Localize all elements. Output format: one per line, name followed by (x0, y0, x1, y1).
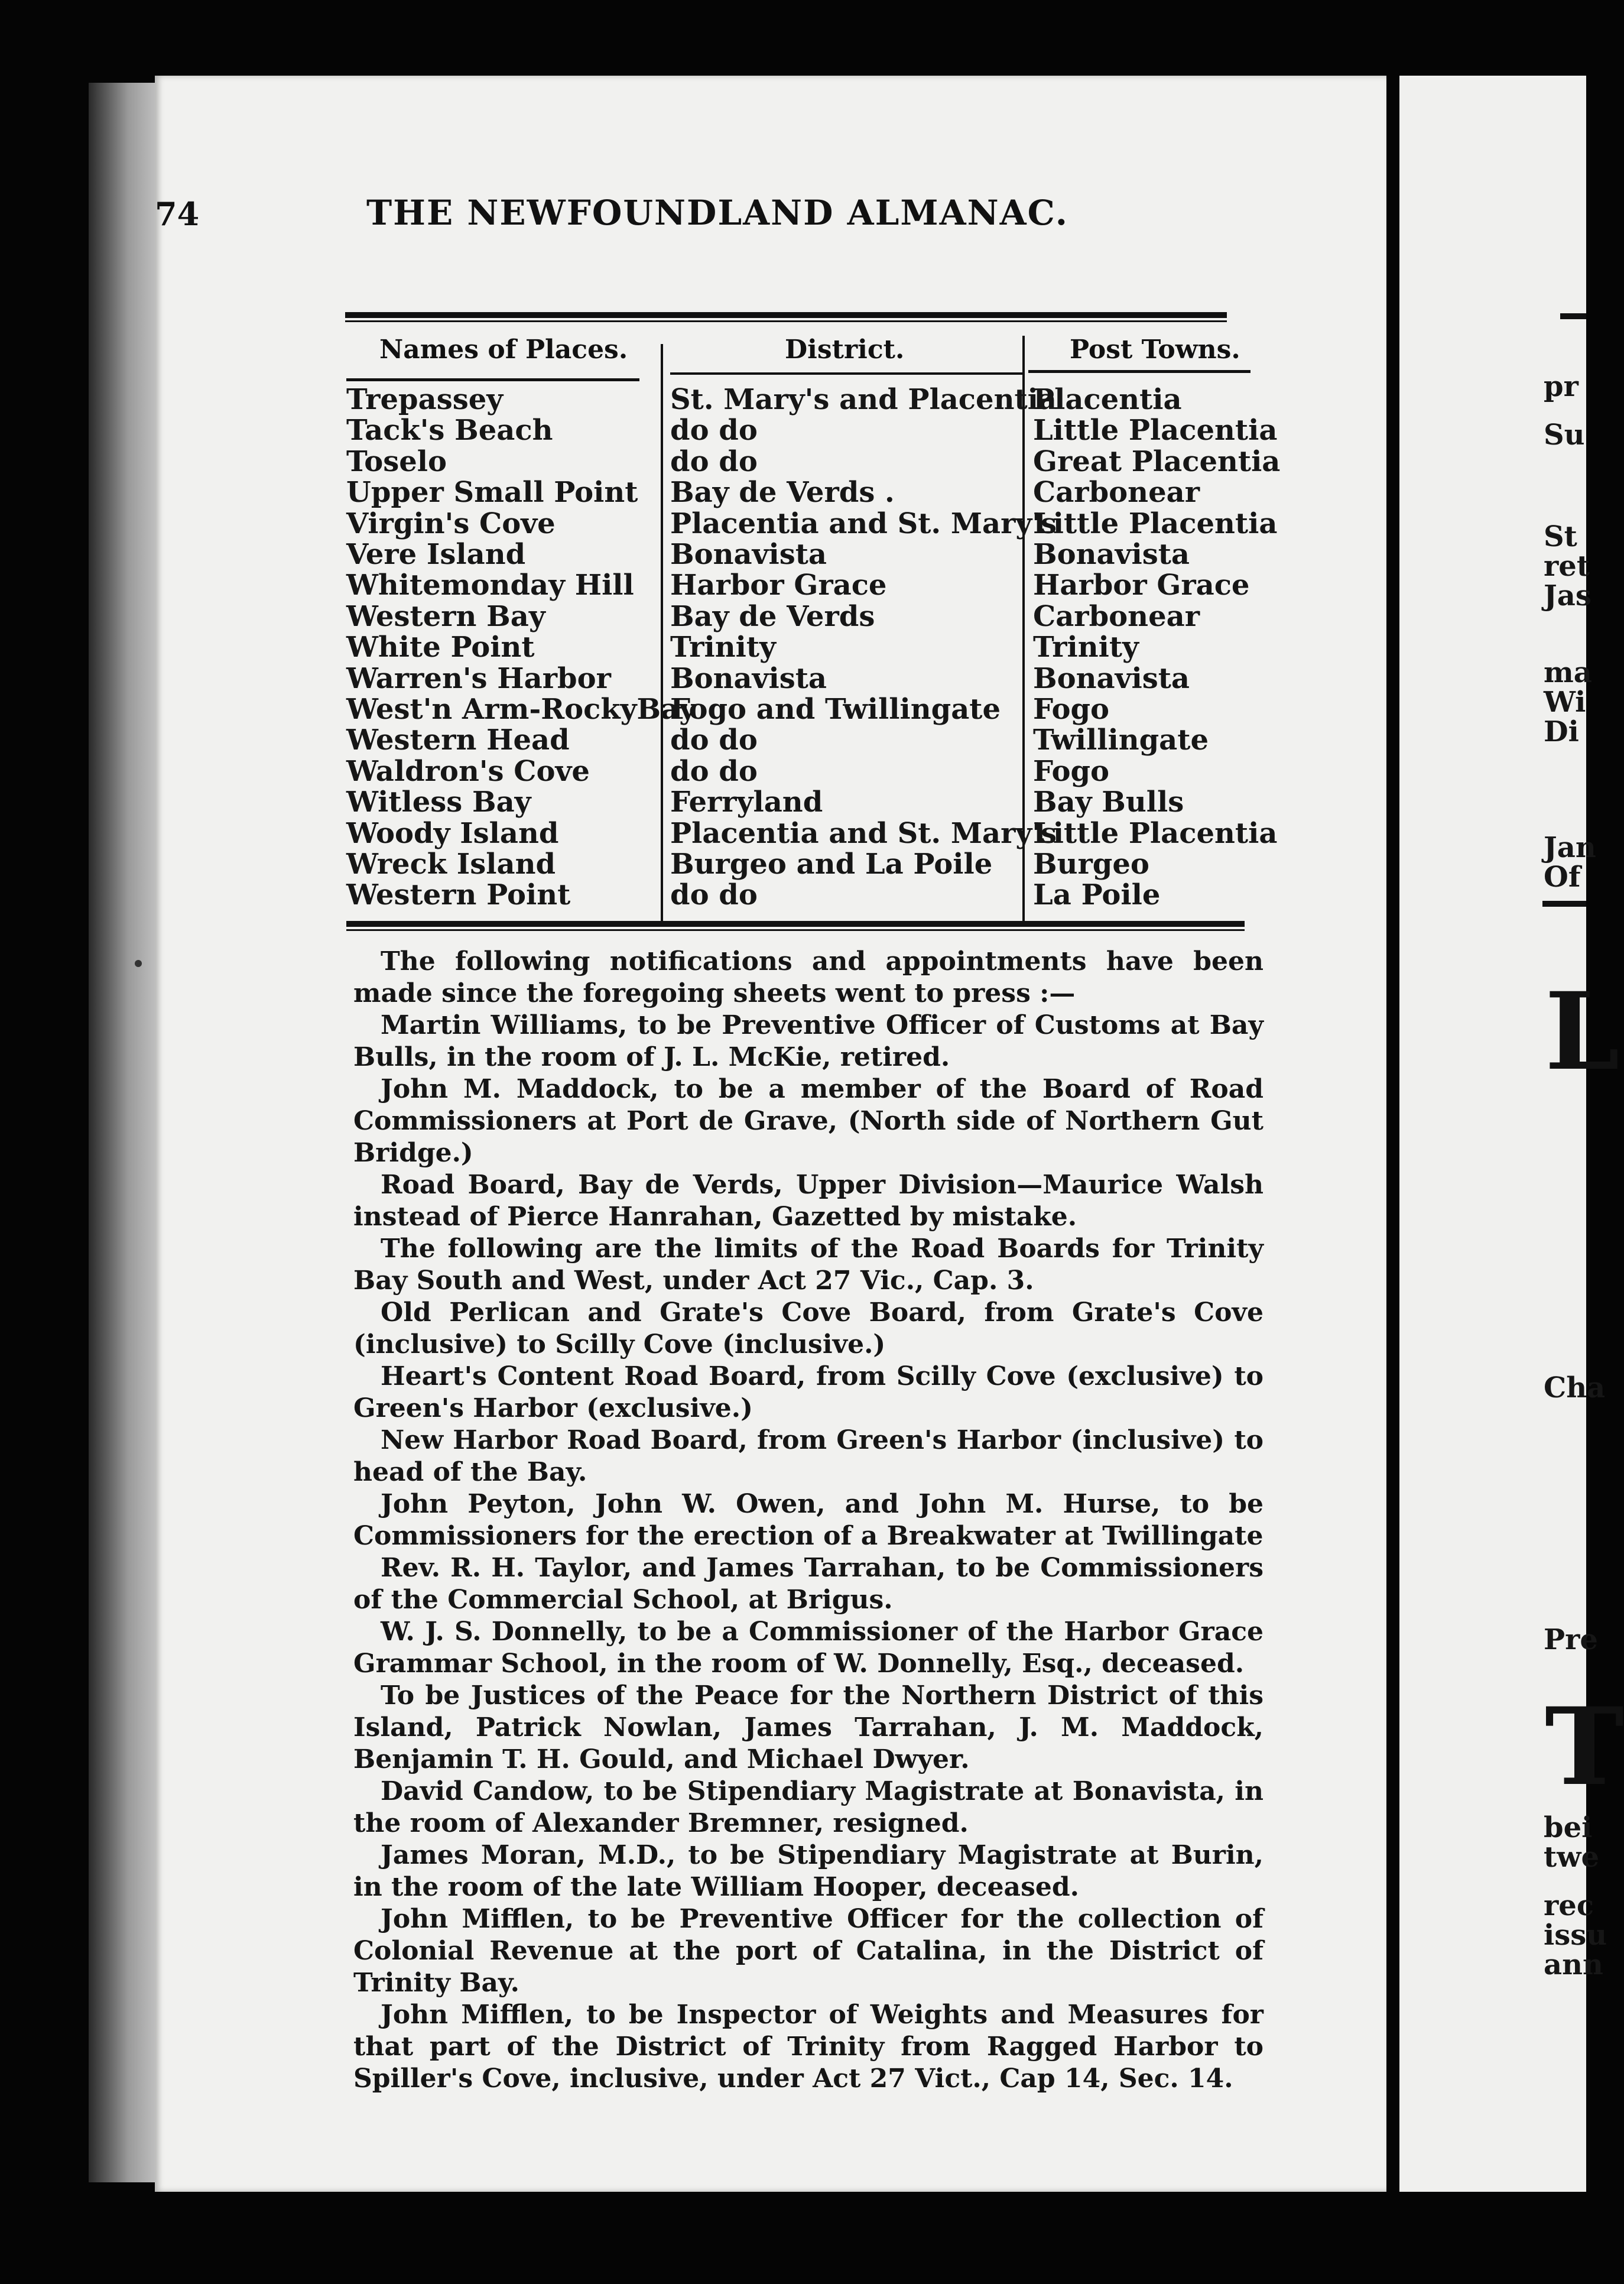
notice-paragraph: Heart's Content Road Board, from Scilly Cove (exclusive) to Green's Harbor (exclusive.) (353, 1361, 1264, 1423)
table-cell-place-name: Wreck Island (346, 848, 556, 881)
notice-paragraph: John Mifflen, to be Inspector of Weights and Measures for that part of the District of Trinity from Ragged Harbor to Spiller's Cove, inclusive, under Act 27 Vict., Cap 14, Sec. 14. (353, 2000, 1264, 2094)
table-cell-post-town: Burgeo (1033, 848, 1149, 881)
right-page-fragment: bei (1544, 1811, 1593, 1844)
right-page-fragment: issu (1544, 1919, 1607, 1952)
notice-paragraph: The following are the limits of the Road Boards for Trinity Bay South and West, under Act 27 Vic., Cap. 3. (353, 1234, 1264, 1296)
right-page-fragment: Su (1544, 418, 1585, 452)
notice-paragraph: New Harbor Road Board, from Green's Harbor (inclusive) to head of the Bay. (353, 1425, 1264, 1487)
table-bottom-rule (346, 921, 1245, 927)
table-bottom-rule-thin (346, 929, 1245, 931)
big-initial-L: L (1545, 969, 1620, 1094)
col-head-underline (1028, 370, 1251, 373)
table-cell-place-name: Tack's Beach (346, 414, 553, 447)
right-page-fragment: Wi (1544, 686, 1586, 719)
table-cell-post-town: Bay Bulls (1033, 786, 1184, 819)
column-divider (661, 344, 663, 926)
table-cell-district: do do (670, 724, 758, 757)
right-page-fragment: ma (1544, 656, 1592, 689)
notice-paragraph: Martin Williams, to be Preventive Officer of Customs at Bay Bulls, in the room of J. L. McKie, retired. (353, 1010, 1264, 1072)
table-cell-post-town: Little Placentia (1033, 507, 1278, 540)
table-cell-post-town: Carbonear (1033, 476, 1200, 510)
table-cell-post-town: Carbonear (1033, 599, 1200, 633)
table-cell-post-town: Twillingate (1033, 724, 1209, 757)
right-page-fragment: pr (1544, 370, 1578, 403)
table-cell-post-town: Placentia (1033, 383, 1182, 416)
book-spine-shadow (89, 83, 155, 2182)
table-cell-place-name: Whitemonday Hill (346, 569, 634, 602)
notice-paragraph: John Peyton, John W. Owen, and John M. Hurse, to be Commissioners for the erection of a Breakwater at Twillingate (353, 1489, 1264, 1551)
right-page-fragment: twe (1544, 1841, 1600, 1874)
right-page-fragment: Pre (1544, 1623, 1598, 1656)
table-cell-place-name: Vere Island (346, 538, 526, 571)
col-head-places: Names of Places. (379, 335, 628, 365)
table-cell-post-town: Harbor Grace (1033, 569, 1250, 602)
table-cell-place-name: Western Head (346, 724, 570, 757)
col-head-underline (670, 372, 1022, 375)
table-cell-post-town: Trinity (1033, 631, 1139, 664)
table-cell-place-name: Witless Bay (346, 786, 531, 819)
table-cell-district: do do (670, 878, 758, 912)
table-cell-place-name: Trepassey (346, 383, 504, 416)
table-cell-place-name: Western Bay (346, 599, 545, 633)
right-page-fragment: ann (1544, 1948, 1603, 1981)
notice-paragraph: Road Board, Bay de Verds, Upper Division—Maurice Walsh instead of Pierce Hanrahan, Gazetted by mistake. (353, 1170, 1264, 1232)
table-cell-post-town: Fogo (1033, 754, 1110, 788)
page-number: 74 (155, 195, 200, 233)
table-cell-place-name: Upper Small Point (346, 476, 638, 510)
table-cell-post-town: Great Placentia (1033, 445, 1281, 478)
table-cell-district: Harbor Grace (670, 569, 887, 602)
notice-paragraph: The following notifications and appointments have been made since the foregoing sheets went to press :— (353, 946, 1264, 1008)
table-cell-district: Bay de Verds . (670, 476, 895, 510)
table-cell-post-town: Bonavista (1033, 661, 1190, 695)
right-page-fragment: Cha (1544, 1371, 1606, 1404)
right-page-fragment: St (1544, 520, 1577, 553)
table-cell-place-name: Western Point (346, 878, 571, 912)
table-cell-district: Trinity (670, 631, 776, 664)
table-cell-district: do do (670, 414, 758, 447)
table-cell-district: Placentia and St. Mary's (670, 816, 1057, 850)
notice-paragraph: James Moran, M.D., to be Stipendiary Magistrate at Burin, in the room of the late William Hooper, deceased. (353, 1840, 1264, 1902)
table-cell-place-name: Toselo (346, 445, 447, 478)
col-head-district: District. (785, 335, 905, 365)
notice-paragraph: Old Perlican and Grate's Cove Board, from Grate's Cove (inclusive) to Scilly Cove (inclusive.) (353, 1297, 1264, 1360)
table-cell-district: Bay de Verds (670, 599, 875, 633)
table-cell-post-town: Little Placentia (1033, 414, 1278, 447)
table-cell-district: Placentia and St. Mary's (670, 507, 1057, 540)
col-head-underline (346, 378, 639, 381)
table-cell-place-name: Woody Island (346, 816, 559, 850)
table-cell-district: Ferryland (670, 786, 823, 819)
table-cell-place-name: West'n Arm-RockyBay (346, 693, 696, 726)
right-page-fragment: Jan (1544, 831, 1596, 864)
notifications-text (353, 946, 1264, 2095)
table-cell-district: Bonavista (670, 661, 827, 695)
notice-paragraph: David Candow, to be Stipendiary Magistrate at Bonavista, in the room of Alexander Bremner, resigned. (353, 1776, 1264, 1838)
table-cell-district: St. Mary's and Placentia (670, 383, 1057, 416)
page-speck (135, 960, 142, 967)
table-cell-district: do do (670, 754, 758, 788)
notice-paragraph: W. J. S. Donnelly, to be a Commissioner of the Harbor Grace Grammar School, in the room of W. Donnelly, Esq., deceased. (353, 1617, 1264, 1679)
right-page-fragment: Di (1544, 715, 1579, 748)
notice-paragraph: Rev. R. H. Taylor, and James Tarrahan, to be Commissioners of the Commercial School, at Brigus. (353, 1553, 1264, 1615)
table-cell-district: Bonavista (670, 538, 827, 571)
right-page-fragment: rec (1544, 1889, 1594, 1922)
table-cell-district: Burgeo and La Poile (670, 848, 993, 881)
right-page-fragment: ret (1544, 550, 1590, 583)
big-initial-T: T (1545, 1685, 1624, 1809)
table-cell-post-town: Bonavista (1033, 538, 1190, 571)
table-cell-district: Fogo and Twillingate (670, 693, 1001, 726)
table-cell-place-name: White Point (346, 631, 535, 664)
right-page-rule (1542, 901, 1586, 907)
col-head-post-towns: Post Towns. (1070, 335, 1240, 365)
right-page-rule (1560, 313, 1586, 319)
table-cell-post-town: La Poile (1033, 878, 1161, 912)
table-cell-post-town: Little Placentia (1033, 816, 1278, 850)
table-cell-place-name: Warren's Harbor (346, 661, 611, 695)
notice-paragraph: John M. Maddock, to be a member of the Board of Road Commissioners at Port de Grave, (North side of Northern Gut Bridge.) (353, 1074, 1264, 1168)
notice-paragraph: To be Justices of the Peace for the Northern District of this Island, Patrick Nowlan, James Tarrahan, J. M. Maddock, Benjamin T. H. Gould, and Michael Dwyer. (353, 1680, 1264, 1774)
notice-paragraph: John Mifflen, to be Preventive Officer for the collection of Colonial Revenue at the port of Catalina, in the District of Trinity Bay. (353, 1904, 1264, 1998)
header-rule-thin (345, 320, 1227, 322)
header-rule (345, 312, 1227, 318)
table-cell-place-name: Virgin's Cove (346, 507, 556, 540)
right-page-fragment: Of (1544, 861, 1581, 894)
table-cell-post-town: Fogo (1033, 693, 1110, 726)
right-page-fragment: Jas (1544, 579, 1591, 612)
running-head-title: THE NEWFOUNDLAND ALMANAC. (366, 193, 1068, 233)
table-cell-place-name: Waldron's Cove (346, 754, 590, 788)
table-cell-district: do do (670, 445, 758, 478)
